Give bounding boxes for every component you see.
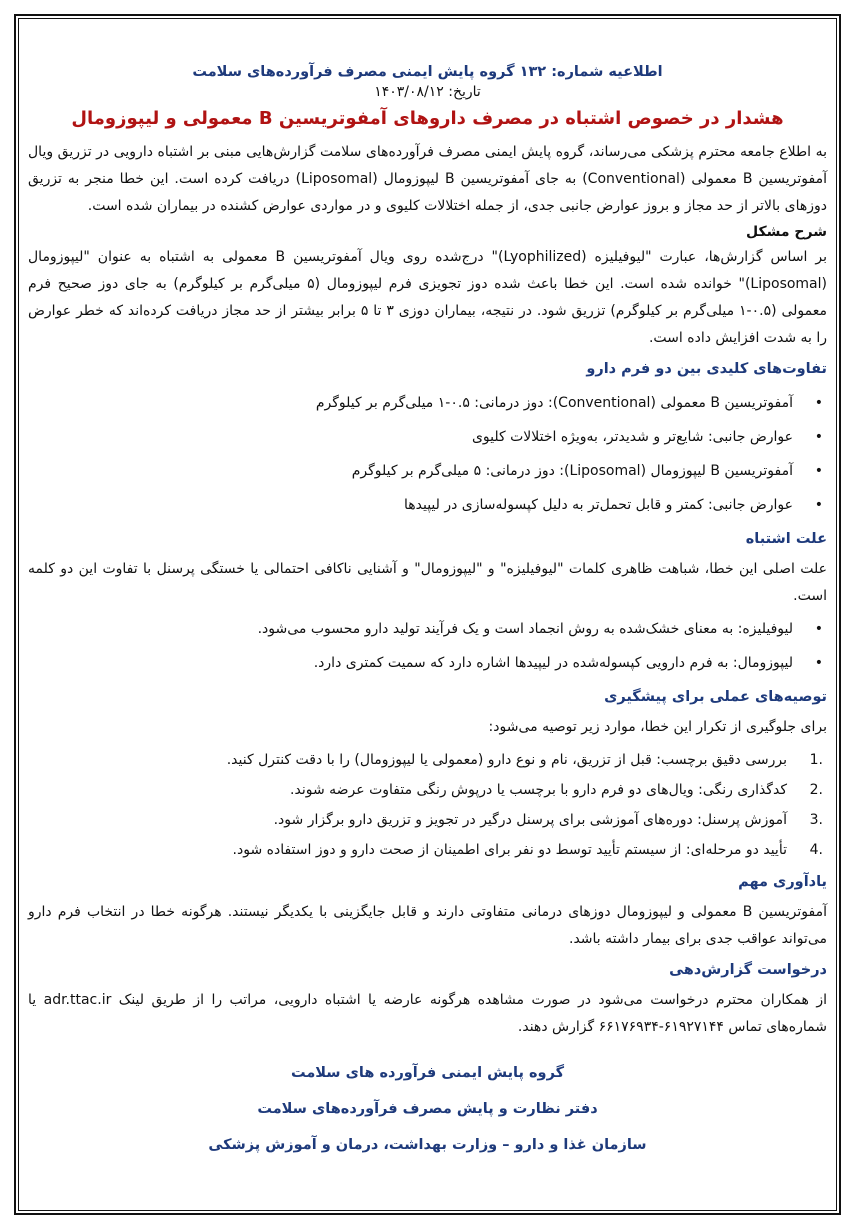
footer-signature: [28, 1055, 827, 1163]
prevention-lead: برای جلوگیری از تکرار این خطا، موارد زیر توصیه می‌شود:: [488, 719, 827, 735]
bullet: •: [814, 621, 823, 637]
bullet: •: [814, 655, 823, 671]
notice-number: اطلاعیه شماره: ۱۳۲ گروه پایش ایمنی مصرف فرآورده‌های سلامت: [192, 64, 663, 80]
document-page: [28, 50, 827, 1163]
list-item: [28, 488, 827, 522]
item-number: .3: [809, 812, 823, 828]
list-item-text: عوارض جانبی: کمتر و قابل تحمل‌تر به دلیل کپسوله‌سازی در لیپیدها: [403, 497, 793, 513]
list-item: [28, 420, 827, 454]
list-item: [28, 612, 827, 646]
report-heading: درخواست گزارش‌دهی: [669, 962, 827, 978]
cause-list: [28, 612, 827, 680]
prevention-heading: توصیه‌های عملی برای پیشگیری: [604, 689, 827, 705]
bullet: •: [814, 395, 823, 411]
list-item: [28, 745, 827, 775]
footer-line-group: گروه پایش ایمنی فرآورده های سلامت: [290, 1065, 565, 1081]
list-item: [28, 835, 827, 865]
footer-line-office: دفتر نظارت و پایش مصرف فرآورده‌های سلامت: [257, 1101, 598, 1117]
list-item-text: آمفوتریسین B معمولی (Conventional): دوز درمانی: ۰.۵-۱ میلی‌گرم بر کیلوگرم: [315, 395, 793, 411]
prevention-list: [28, 745, 827, 865]
cause-heading: علت اشتباه: [745, 531, 827, 547]
list-item-text: آموزش پرسنل: دوره‌های آموزشی برای پرسنل درگیر در تجویز و تزریق دارو برگزار شود.: [273, 812, 787, 828]
bullet: •: [814, 429, 823, 445]
item-number: .1: [809, 752, 823, 768]
list-item: [28, 646, 827, 680]
list-item-text: تأیید دو مرحله‌ای: از سیستم تأیید توسط دو نفر برای اطمینان از صحت دارو و دوز استفاده شود.: [232, 842, 787, 858]
item-number: .4: [809, 842, 823, 858]
item-number: .2: [809, 782, 823, 798]
footer-line-organization: سازمان غذا و دارو – وزارت بهداشت، درمان و آموزش پزشکی: [208, 1137, 647, 1153]
intro-paragraph: به اطلاع جامعه محترم پزشکی می‌رساند، گروه پایش ایمنی مصرف فرآورده‌های سلامت گزارش‌هایی مبنی بر اشتباه دارویی در تزریق ویال آمفوتریسین B معمولی (Conventional) به جای آمفوتریسین B لیپوزومال (Liposomal) دریافت کرده است. این خطا منجر به تزریق دوزهای بالاتر از حد مجاز و بروز عوارض جانبی جدی، از جمله اختلالات کلیوی و در مواردی عوارض کشنده در بیماران شده است.: [28, 144, 827, 214]
notice-date: تاریخ: ۱۴۰۳/۰۸/۱۲: [374, 84, 481, 100]
problem-paragraph: بر اساس گزارش‌ها، عبارت "لیوفیلیزه (Lyophilized)" درج‌شده روی ویال آمفوتریسین B معمولی به اشتباه به عنوان "لیپوزومال (Liposomal)" خوانده شده است. این خطا باعث شده دوز تجویزی فرم لیپوزومال (۵ میلی‌گرم بر کیلوگرم) به جای دوز صحیح فرم معمولی (۰.۵-۱ میلی‌گرم بر کیلوگرم) تزریق شود. در نتیجه، بیماران دوزی ۳ تا ۵ برابر بیشتر از حد مجاز دریافت کرده‌اند که خطر عوارض را به شدت افزایش داده است.: [28, 249, 828, 346]
list-item: [28, 775, 827, 805]
list-item-text: کدگذاری رنگی: ویال‌های دو فرم دارو با برچسب یا درپوش رنگی متفاوت عرضه شوند.: [290, 782, 787, 798]
differences-list: [28, 386, 827, 522]
reminder-paragraph: آمفوتریسین B معمولی و لیپوزومال دوزهای درمانی متفاوتی دارند و قابل جایگزینی با یکدیگر نیستند. هرگونه خطا در انتخاب فرم دارو می‌تواند عواقب جدی برای بیمار داشته باشد.: [28, 904, 828, 947]
bullet: •: [814, 497, 823, 513]
list-item-text: لیوفیلیزه: به معنای خشک‌شده به روش انجماد است و یک فرآیند تولید دارو محسوب می‌شود.: [257, 621, 793, 637]
cause-paragraph: علت اصلی این خطا، شباهت ظاهری کلمات "لیوفیلیزه" و "لیپوزومال" و آشنایی ناکافی احتمالی یا خستگی پرسنل با تفاوت این دو کلمه است.: [28, 561, 827, 604]
page-title: هشدار در خصوص اشتباه در مصرف داروهای آمفوتریسین B معمولی و لیپوزومال: [71, 108, 784, 129]
problem-heading: شرح مشکل: [746, 224, 827, 240]
list-item-text: بررسی دقیق برچسب: قبل از تزریق، نام و نوع دارو (معمولی یا لیپوزومال) را با دقت کنترل کنید.: [226, 752, 787, 768]
reminder-heading: یادآوری مهم: [738, 874, 827, 890]
report-paragraph: از همکاران محترم درخواست می‌شود در صورت مشاهده هرگونه عارضه یا اشتباه دارویی، مراتب را از طریق لینک adr.ttac.ir یا شماره‌های تماس ۶۱۹۲۷۱۴۴-۶۶۱۷۶۹۳۴ گزارش دهند.: [28, 992, 827, 1035]
bullet: •: [814, 463, 823, 479]
list-item-text: عوارض جانبی: شایع‌تر و شدیدتر، به‌ویژه اختلالات کلیوی: [471, 429, 793, 445]
differences-heading: تفاوت‌های کلیدی بین دو فرم دارو: [586, 361, 827, 377]
list-item-text: لیپوزومال: به فرم دارویی کپسوله‌شده در لیپیدها اشاره دارد که سمیت کمتری دارد.: [313, 655, 793, 671]
list-item-text: آمفوتریسین B لیپوزومال (Liposomal): دوز درمانی: ۵ میلی‌گرم بر کیلوگرم: [351, 463, 793, 479]
list-item: [28, 386, 827, 420]
list-item: [28, 454, 827, 488]
list-item: [28, 805, 827, 835]
